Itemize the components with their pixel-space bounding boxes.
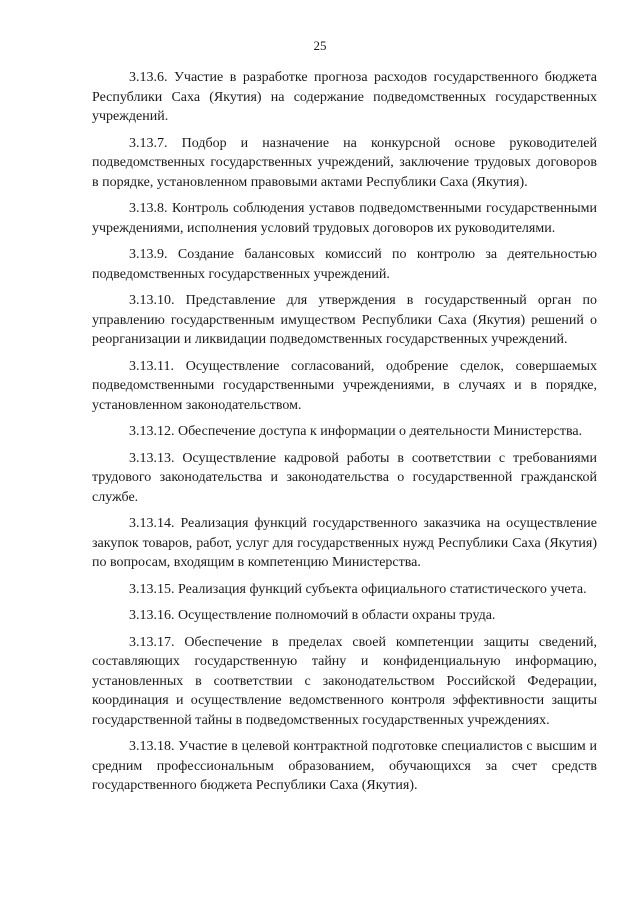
paragraph-number: 3.13.13. — [129, 450, 175, 466]
paragraph-3-13-16 — [92, 606, 597, 626]
paragraph-number: 3.13.18. — [129, 739, 175, 754]
paragraph-number: 3.13.8. — [129, 201, 168, 216]
document-body — [92, 68, 597, 803]
paragraph-number: 3.13.17. — [129, 634, 175, 650]
paragraph-number: 3.13.15. — [129, 581, 175, 597]
paragraph-3-13-11 — [92, 357, 597, 416]
paragraph-3-13-17 — [92, 633, 597, 731]
paragraph-text: Участие в целевой контрактной подготовке специалистов с высшим и средним профессиональным образованием, обучающихся за счет средств государственного бюджета Республики Саха (Якутия). — [92, 739, 598, 793]
paragraph-text: Обеспечение в пределах своей компетенции защиты сведений, составляющих государственную тайну и конфиденциальную информацию, установленных в соответствии с законодательством Российской Федерации, координация и осуществление ведомственного контроля эффективности защиты государственной тайны в подведомственных государственных учреждениях. — [92, 634, 598, 728]
paragraph-number: 3.13.6. — [129, 70, 168, 85]
paragraph-3-13-7 — [92, 134, 597, 193]
paragraph-3-13-12 — [92, 422, 597, 442]
paragraph-text: Создание балансовых комиссий по контролю за деятельностью подведомственных государственных учреждений. — [92, 247, 597, 282]
paragraph-text: Осуществление полномочий в области охраны труда. — [178, 608, 496, 623]
paragraph-number: 3.13.12. — [129, 424, 175, 439]
paragraph-3-13-14 — [92, 514, 597, 573]
paragraph-3-13-10 — [92, 291, 597, 350]
paragraph-text: Реализация функций субъекта официального статистического учета. — [178, 581, 587, 597]
paragraph-number: 3.13.9. — [129, 247, 168, 262]
paragraph-3-13-8 — [92, 199, 597, 238]
paragraph-3-13-15 — [92, 580, 597, 600]
paragraph-text: Контроль соблюдения уставов подведомственными государственными учреждениями, исполнения условий трудовых договоров их руководителями. — [92, 201, 598, 236]
paragraph-text: Осуществление кадровой работы в соответствии с требованиями трудового законодательства и законодательства о государственной гражданской службе. — [92, 450, 597, 505]
paragraph-3-13-18 — [92, 737, 597, 796]
paragraph-3-13-9 — [92, 245, 597, 284]
paragraph-number: 3.13.10. — [129, 293, 175, 308]
paragraph-text: Подбор и назначение на конкурсной основе руководителей подведомственных государственных учреждений, заключение трудовых договоров в порядке, установленном правовыми актами Республики Саха (Якутия). — [92, 135, 598, 190]
paragraph-3-13-6 — [92, 68, 597, 127]
paragraph-text: Обеспечение доступа к информации о деятельности Министерства. — [178, 424, 583, 439]
paragraph-text: Реализация функций государственного заказчика на осуществление закупок товаров, работ, услуг для государственных нужд Республики Саха (Якутия) по вопросам, входящим в компетенцию Министерства. — [92, 516, 598, 570]
paragraph-text: Участие в разработке прогноза расходов государственного бюджета Республики Саха (Якутия) на содержание подведомственных государственных учреждений. — [92, 70, 597, 124]
paragraph-number: 3.13.7. — [129, 135, 168, 151]
paragraph-text: Осуществление согласований, одобрение сделок, совершаемых подведомственными государственными учреждениями, в случаях и в порядке, установленном законодательством. — [92, 358, 598, 413]
paragraph-number: 3.13.14. — [129, 516, 175, 531]
page-number: 25 — [313, 38, 327, 53]
paragraph-3-13-13 — [92, 449, 597, 508]
paragraph-text: Представление для утверждения в государственный орган по управлению государственным имуществом Республики Саха (Якутия) решений о реорганизации и ликвидации подведомственных государственных учреждений. — [92, 293, 598, 347]
paragraph-number: 3.13.16. — [129, 608, 175, 623]
paragraph-number: 3.13.11. — [129, 358, 174, 374]
